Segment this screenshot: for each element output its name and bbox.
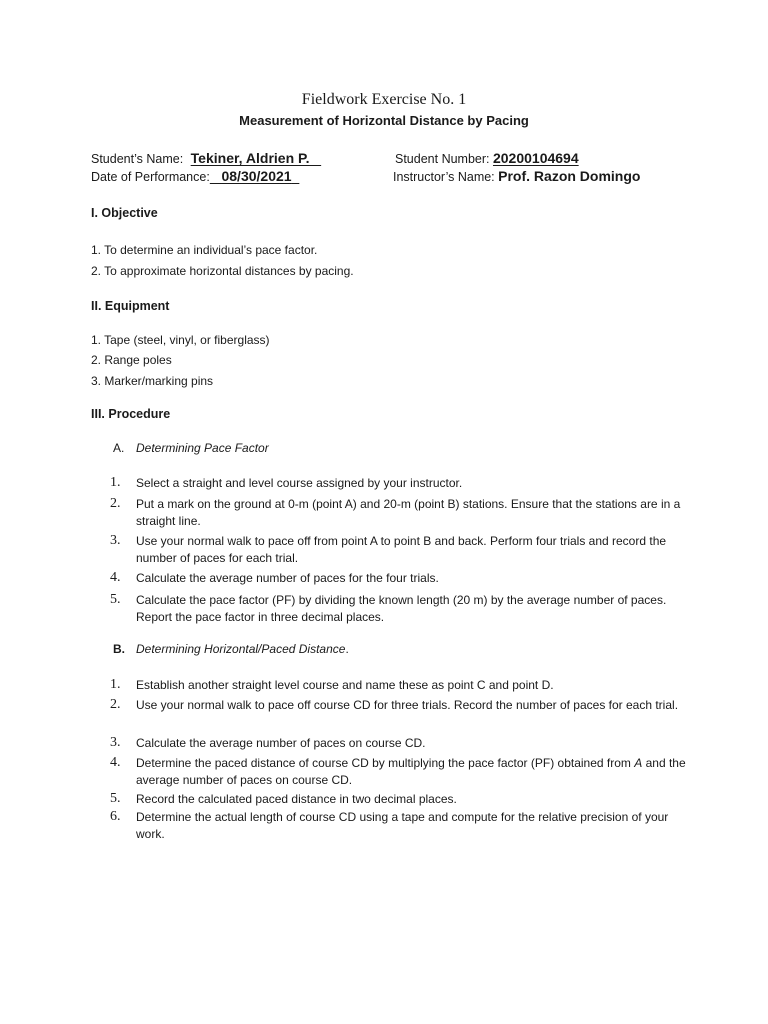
list-item <box>110 533 690 567</box>
step-number: 2. <box>110 496 121 511</box>
step-text: Calculate the average number of paces on course CD. <box>136 736 426 750</box>
step-number: 4. <box>110 755 121 770</box>
list-item <box>110 809 690 843</box>
objective-heading: I. Objective <box>91 206 158 220</box>
step-text: Establish another straight level course and name these as point C and point D. <box>136 678 554 692</box>
student-number-row <box>395 150 579 166</box>
list-item <box>110 755 690 789</box>
student-name-label: Student’s Name: <box>91 152 184 166</box>
procedure-heading: III. Procedure <box>91 407 171 421</box>
date-row <box>91 168 299 184</box>
step-number: 5. <box>110 791 121 806</box>
list-item <box>110 697 690 714</box>
list-item <box>110 677 690 694</box>
student-name-value: Tekiner, Aldrien P. <box>190 150 310 166</box>
step-number: 4. <box>110 570 121 585</box>
step-text: Determine the paced distance of course CD by multiplying the pace factor (PF) obtained from A and the average number of paces on course CD. <box>136 756 686 787</box>
step-text: Record the calculated paced distance in two decimal places. <box>136 792 457 806</box>
part-a-heading <box>113 441 269 455</box>
objective-item: 1. To determine an individual’s pace factor. <box>91 243 318 257</box>
step-number: 3. <box>110 533 121 548</box>
date-label: Date of Performance: <box>91 170 210 184</box>
step-text: Calculate the average number of paces for the four trials. <box>136 571 439 585</box>
instructor-label: Instructor’s Name: <box>393 170 495 184</box>
document-title: Fieldwork Exercise No. 1 <box>301 91 467 108</box>
instructor-row <box>393 168 640 184</box>
objective-item: 2. To approximate horizontal distances by pacing. <box>91 264 354 278</box>
equipment-heading: II. Equipment <box>91 299 170 313</box>
list-item <box>110 496 690 530</box>
student-number-label: Student Number: <box>395 152 490 166</box>
date-value: 08/30/2021 <box>221 168 292 184</box>
part-b-letter: B. <box>113 642 125 656</box>
step-number: 1. <box>110 677 121 692</box>
part-b-title: Determining Horizontal/Paced Distance <box>136 642 346 656</box>
step-number: 2. <box>110 697 121 712</box>
student-number-value: 20200104694 <box>492 150 579 166</box>
list-item <box>110 570 690 587</box>
step-text: Determine the actual length of course CD using a tape and compute for the relative precision of your work. <box>136 810 669 841</box>
equipment-item: 1. Tape (steel, vinyl, or fiberglass) <box>91 333 270 347</box>
equipment-item: 3. Marker/marking pins <box>91 374 214 388</box>
list-item <box>110 592 690 626</box>
step-number: 5. <box>110 592 121 607</box>
list-item <box>110 475 690 492</box>
document-subtitle: Measurement of Horizontal Distance by Pacing <box>239 113 529 128</box>
step-number: 3. <box>110 735 121 750</box>
step-number: 6. <box>110 809 121 824</box>
step-text: Put a mark on the ground at 0-m (point A) and 20-m (point B) stations. Ensure that the stations are in a straight line. <box>136 497 681 528</box>
part-a-title: Determining Pace Factor <box>136 441 269 455</box>
step-number: 1. <box>110 475 121 490</box>
part-b-title-end: . <box>345 642 349 656</box>
list-item <box>110 735 690 752</box>
student-name-row <box>91 150 321 166</box>
part-b-heading <box>113 642 349 656</box>
list-item <box>110 791 690 808</box>
equipment-item: 2. Range poles <box>91 353 172 367</box>
part-a-letter: A. <box>113 441 125 455</box>
step-text: Select a straight and level course assigned by your instructor. <box>136 476 463 490</box>
step-text: Use your normal walk to pace off from point A to point B and back. Perform four trials and record the number of paces for each trial. <box>136 534 667 565</box>
step-text: Calculate the pace factor (PF) by dividing the known length (20 m) by the average number of paces. Report the pace factor in three decimal places. <box>136 593 667 624</box>
step-text: Use your normal walk to pace off course CD for three trials. Record the number of paces for each trial. <box>136 698 679 712</box>
instructor-value: Prof. Razon Domingo <box>498 168 641 184</box>
